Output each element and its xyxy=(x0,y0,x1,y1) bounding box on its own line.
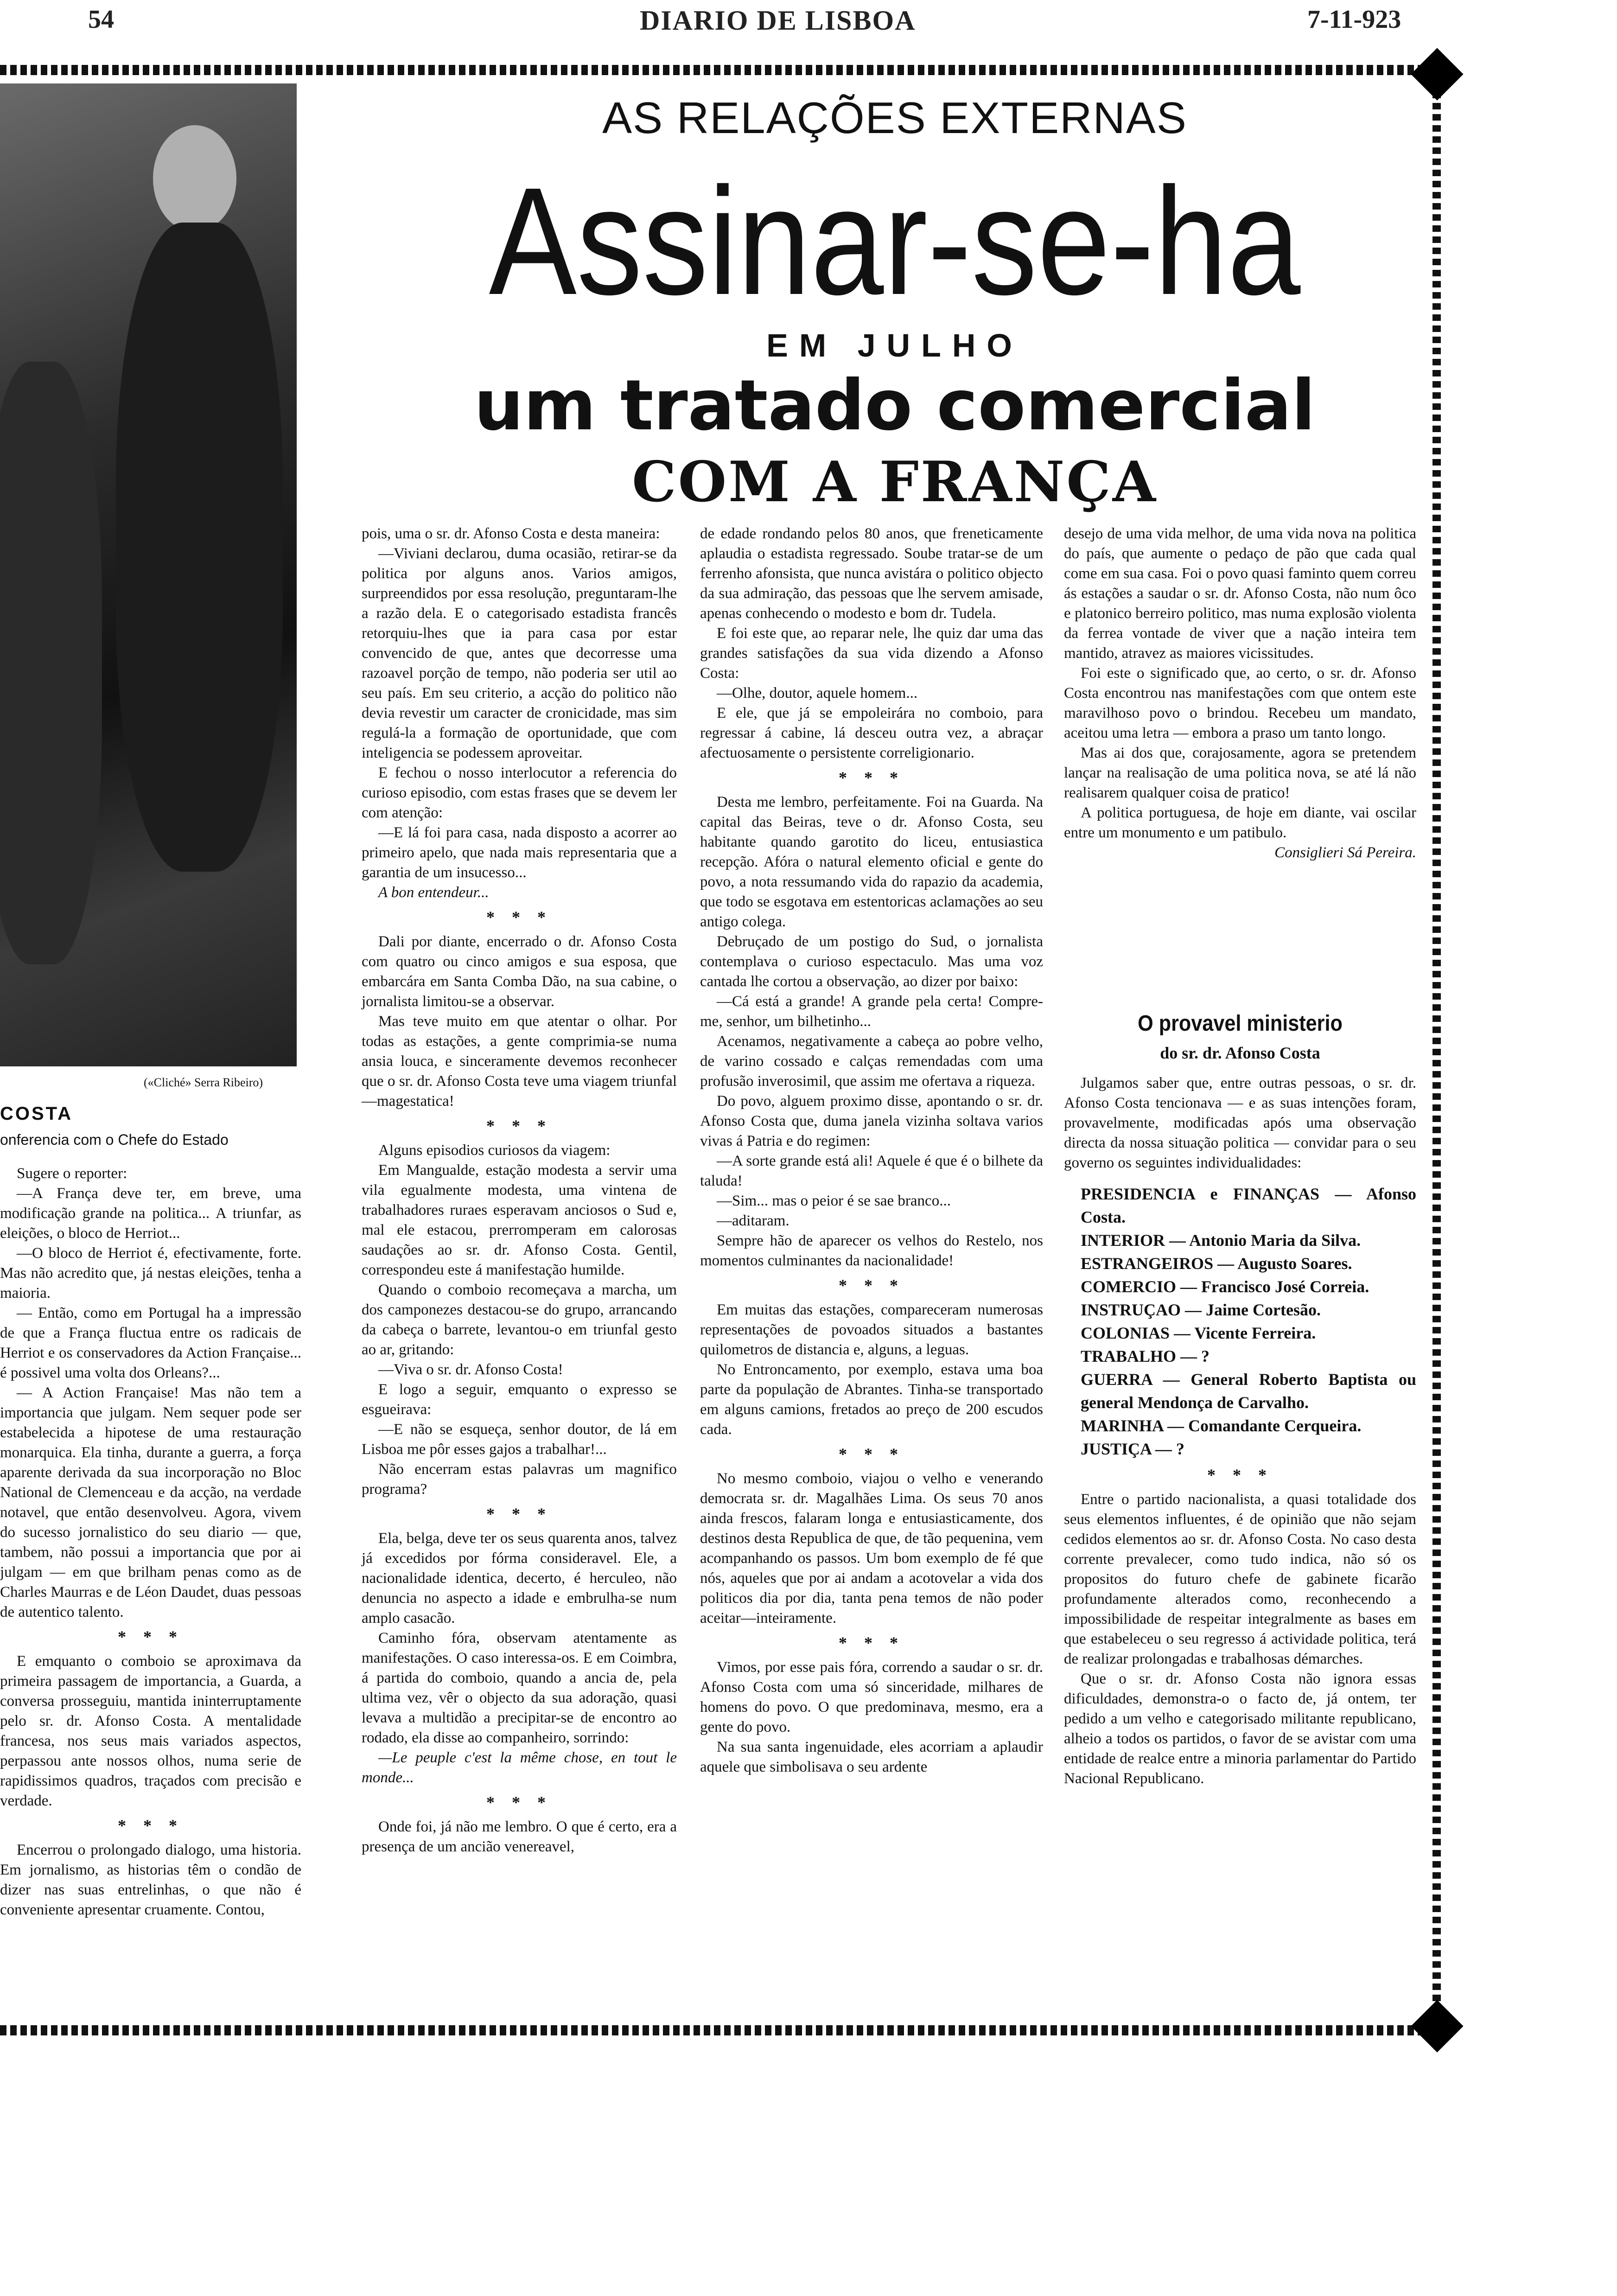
paragraph: E foi este que, ao reparar nele, lhe quiz dar uma das grandes satisfações da sua vida dizendo a Afonso Costa: xyxy=(700,625,1043,682)
paragraph: — A Action Française! Mas não tem a importancia que julgam. Nem sequer pode ser estabelecida a hipotese de uma restauração monarquica. Ela tinha, durante a guerra, a força aparente derivada da sua incorporação no Bloc National de Clemenceau e da acção, na verdade notavel, que então desenvolveu. Agora, vivem do sucesso jornalistico do seu diario — que, tambem, não possui a importancia que por ai julgam — em que brilham penas como as de Charles Maurras e de Léon Daudet, duas pessoas de autentico talento. xyxy=(0,1384,301,1620)
paragraph: Julgamos saber que, entre outras pessoas, o sr. dr. Afonso Costa tencionava — e as suas intenções foram, provavelmente, modificadas após uma observação directa da nossa situação politica — convidar para o seu governo os seguintes individualidades: xyxy=(1064,1075,1416,1171)
section-divider: * * * xyxy=(118,1816,184,1835)
article-column-4 xyxy=(1064,524,1416,863)
paragraph: Onde foi, já não me lembro. O que é certo, era a presença de um ancião venereavel, xyxy=(362,1818,677,1855)
paragraph: —E não se esqueça, senhor doutor, de lá em Lisboa me pôr esses gajos a trabalhar!... xyxy=(362,1421,677,1458)
paragraph: Em muitas das estações, compareceram numerosas representações de povoados situados a bastantes quilometros de distancia e, alguns, a leguas. xyxy=(700,1301,1043,1358)
paragraph: Caminho fóra, observam atentamente as manifestações. O caso interessa-os. E em Coimbra, á partida do comboio, quando a ancia de, pela ultima vez, vêr o objecto da sua adoração, quasi levava a multidão a precipitar-se de encontro ao rodado, ela disse ao companheiro, sorrindo: xyxy=(362,1630,677,1746)
paragraph: Encerrou o prolongado dialogo, uma historia. Em jornalismo, as historias têm o condão de dizer nas suas entrelinhas, o que não é conveniente apresentar cruamente. Contou, xyxy=(0,1842,301,1918)
paragraph: No Entroncamento, por exemplo, estava uma boa parte da população de Abrantes. Tinha-se transportado em alguns camions, fretados ao preço de 200 escudos cada. xyxy=(700,1361,1043,1438)
minister-entry: TRABALHO — ? xyxy=(1081,1347,1210,1365)
paragraph: E fechou o nosso interlocutor a referencia do curioso episodio, com estas frases que se devem ler com atenção: xyxy=(362,765,677,821)
paragraph: — Então, como em Portugal ha a impressão de que a França fluctua entre os radicais de Herriot e os conservadores da Action Française... é possivel uma volta dos Orleans?... xyxy=(0,1305,301,1381)
author-signature: Consiglieri Sá Pereira. xyxy=(1274,844,1416,861)
minister-entry: GUERRA — General Roberto Baptista ou general Mendonça de Carvalho. xyxy=(1081,1370,1416,1412)
paragraph: Acenamos, negativamente a cabeça ao pobre velho, de varino cossado e calças remendadas com uma profusão inverosimil, que assim me ofertava a riqueza. xyxy=(700,1033,1043,1090)
paragraph: Vimos, por esse pais fóra, correndo a saudar o sr. dr. Afonso Costa com uma só sinceridade, milhares de homens do povo. O que predominava, mesmo, era a gente do povo. xyxy=(700,1659,1043,1735)
minister-list xyxy=(1064,1182,1416,1461)
headline-sub2: um tratado comercial xyxy=(474,365,1316,446)
paragraph: —A sorte grande está ali! Aquele é que é o bilhete da taluda! xyxy=(700,1153,1043,1189)
headline-sub3: COM A FRANÇA xyxy=(632,449,1158,515)
figure-left xyxy=(0,362,102,964)
section-divider: * * * xyxy=(839,1633,904,1652)
paragraph: —Sim... mas o peior é se sae branco... xyxy=(717,1193,951,1209)
section-divider: * * * xyxy=(486,1505,552,1523)
bottom-border xyxy=(0,2025,1446,2035)
minister-entry: COLONIAS — Vicente Ferreira. xyxy=(1081,1324,1316,1342)
paragraph: Quando o comboio recomeçava a marcha, um dos camponezes destacou-se do grupo, arrancando da cabeça o barrete, levantou-o em triunfal gesto ao ar, gritando: xyxy=(362,1282,677,1358)
minister-entry: PRESIDENCIA e FINANÇAS — Afonso Costa. xyxy=(1081,1185,1416,1226)
section-divider: * * * xyxy=(118,1627,184,1646)
paragraph: Entre o partido nacionalista, a quasi totalidade dos seus elementos influentes, é de opinião que não sejam cedidos elementos ao sr. dr. Afonso Costa. No caso desta corrente prevalecer, como tudo indica, não só os propositos do futuro chefe de gabinete ficarão profundamente alterados como, reconhecendo a impossibilidade de respeitar integralmente as bases em que estabeleceu o seu regresso á actividade politica, terá de realizar prolongadas e trabalhosas démarches. xyxy=(1064,1491,1416,1667)
paragraph: Foi este o significado que, ao certo, o sr. dr. Afonso Costa encontrou nas manifestações com que ontem este maravilhoso povo o brindou. Recebeu um mandato, aceitou uma letra — embora a praso um tanto longo. xyxy=(1064,665,1416,741)
minister-entry: MARINHA — Comandante Cerqueira. xyxy=(1081,1416,1362,1435)
paragraph: —Olhe, doutor, aquele homem... xyxy=(717,685,918,702)
paragraph: —Viva o sr. dr. Afonso Costa! xyxy=(378,1361,563,1378)
figure-body xyxy=(116,223,283,872)
paragraph: A politica portuguesa, de hoje em diante, vai oscilar entre um monumento e um patibulo. xyxy=(1064,804,1416,841)
minister-entry: COMERCIO — Francisco José Correia. xyxy=(1081,1277,1369,1296)
photo-caption-line: onferencia com o Chefe do Estado xyxy=(0,1131,229,1148)
paragraph: pois, uma o sr. dr. Afonso Costa e desta maneira: xyxy=(362,525,660,542)
paragraph: Sempre hão de aparecer os velhos do Restelo, nos momentos culminantes da nacionalidade! xyxy=(700,1232,1043,1269)
paragraph: Sugere o reporter: xyxy=(17,1165,127,1182)
paragraph: —A França deve ter, em breve, uma modificação grande na politica... A triunfar, as eleições, o bloco de Herriot... xyxy=(0,1185,301,1242)
paragraph: Mas teve muito em que atentar o olhar. Por todas as estações, a gente comprimia-se numa ansia louca, e sinceramente devemos reconhecer que o sr. dr. Afonso Costa teve uma viagem triunfal—magestatica! xyxy=(362,1013,677,1110)
paragraph: —O bloco de Herriot é, efectivamente, forte. Mas não acredito que, já nestas eleições, tenha a maioria. xyxy=(0,1245,301,1301)
diamond-ornament-bottom xyxy=(1411,2000,1463,2052)
paragraph: Que o sr. dr. Afonso Costa não ignora essas dificuldades, demonstra-o o facto de, já ontem, ter pedido a um velho e categorisado militante republicano, alheio a todos os partidos, o favor de se avistar com uma entidade de realce entre a minoria parlamentar do Partido Nacional Republicano. xyxy=(1064,1671,1416,1787)
paragraph: E emquanto o comboio se aproximava da primeira passagem de importancia, a Guarda, a conversa prosseguiu, mantida ininterruptamente pelo sr. dr. Afonso Costa. A mentalidade francesa, nos seus mais variados aspectos, perpassou ante nossos olhos, numa serie de rapidissimos quadros, traçados com precisão e verdade. xyxy=(0,1653,301,1809)
figure-head xyxy=(153,125,236,232)
paragraph: E logo a seguir, emquanto o expresso se esgueirava: xyxy=(362,1381,677,1418)
section-divider: * * * xyxy=(839,768,904,787)
section-divider: * * * xyxy=(1207,1466,1273,1484)
top-border xyxy=(0,65,1446,75)
photo-caption-name: COSTA xyxy=(0,1103,73,1124)
paragraph: Mas ai dos que, corajosamente, agora se pretendem lançar na realisação de uma politica nova, se até lá não realisarem qualquer coisa de pratico! xyxy=(1064,745,1416,801)
issue-date: 7-11-923 xyxy=(1307,5,1401,34)
newspaper-name: DIARIO DE LISBOA xyxy=(640,5,916,36)
ministerio-body xyxy=(1064,1073,1416,1789)
paragraph: —E lá foi para casa, nada disposto a acorrer ao primeiro apelo, que nada mais representaria que a garantia de um insucesso... xyxy=(362,824,677,881)
paragraph: No mesmo comboio, viajou o velho e venerando democrata sr. dr. Magalhães Lima. Os seus 70 anos ainda frescos, falaram longa e entusiasticamente, dos destinos desta Republica de que, de tão pequenina, vem acompanhando os passos. Um bom exemplo de fé que nós, aqueles que por ai andam a acotovelar a vida dos politicos dia por dia, tanta pena temos de não poder aceitar—inteiramente. xyxy=(700,1470,1043,1626)
minister-entry: INSTRUÇAO — Jaime Cortesão. xyxy=(1081,1301,1321,1319)
paragraph: —Viviani declarou, duma ocasião, retirar-se da politica por alguns anos. Varios amigos, surpreendidos por essa resolução, preguntaram-lhe a razão dela. E o categorisado estadista francês retorquiu-lhes que ia para casa por estar convencido de que, antes que decorresse uma razoavel porção de tempo, não poderia ser util ao seu país. Em seu criterio, a acção do politico não devia revestir um caracter de cronicidade, mas sim regulá-la a formação de oportunidade, que com inteligencia se podessem aproveitar. xyxy=(362,545,677,761)
section-divider: * * * xyxy=(839,1445,904,1463)
ministerio-title: O provavel ministerio xyxy=(1138,1011,1343,1036)
section-divider: * * * xyxy=(486,1116,552,1135)
left-column xyxy=(0,1164,301,1920)
paragraph: Na sua santa ingenuidade, eles acorriam a aplaudir aquele que simbolisava o seu ardente xyxy=(700,1739,1043,1775)
paragraph: Ela, belga, deve ter os seus quarenta anos, talvez já excedidos por fórma consideravel. Ele, a nacionalidade identica, decerto, é herculeo, não denuncia no aspecto a idade e embrulha-se num amplo casacão. xyxy=(362,1530,677,1626)
paragraph: Dali por diante, encerrado o dr. Afonso Costa com quatro ou cinco amigos e sua esposa, que embarcára em Santa Comba Dão, na sua cabine, o jornalista limitou-se a observar. xyxy=(362,933,677,1010)
paragraph: —Cá está a grande! A grande pela certa! Compre-me, senhor, um bilhetinho... xyxy=(700,993,1043,1030)
article-column-3 xyxy=(700,524,1043,1777)
section-divider: * * * xyxy=(486,908,552,926)
news-photo xyxy=(0,83,297,1066)
minister-entry: JUSTIÇA — ? xyxy=(1081,1440,1185,1458)
paragraph: Em Mangualde, estação modesta a servir uma vila egualmente modesta, uma vintena de trabalhadores ruraes esperavam anciosos o Sud e, mal ele estacou, prerromperam em calorosas saudações ao sr. dr. Afonso Costa. Gentil, correspondeu este á manifestação humilde. xyxy=(362,1162,677,1278)
article-column-2 xyxy=(362,524,677,1857)
paragraph: de edade rondando pelos 80 anos, que freneticamente aplaudia o estadista regressado. Soube tratar-se de um ferrenho afonsista, que nunca avistára o politico objecto da sua admiração, das pessoas que lhe servem amisade, apenas conhecendo o modesto e bom dr. Tudela. xyxy=(700,525,1043,622)
paragraph: Do povo, alguem proximo disse, apontando o sr. dr. Afonso Costa que, duma janela vizinha soltava varios vivas á Patria e do regimen: xyxy=(700,1093,1043,1149)
paragraph: desejo de uma vida melhor, de uma vida nova na politica do país, que aumente o pedaço de pão que cada qual come em sua casa. Foi o povo quasi faminto quem correu ás estações a saudar o sr. dr. Afonso Costa, não num ôco e platonico berreiro politico, mas numa explosão violenta da ferrea vontade de viver que a nação inteira tem mantido, atravez as maiores vicissitudes. xyxy=(1064,525,1416,662)
headline-main: Assinar-se-ha xyxy=(489,155,1301,326)
paragraph: Desta me lembro, perfeitamente. Foi na Guarda. Na capital das Beiras, teve o dr. Afonso Costa, seu habitante quando garotito do liceu, entusiastica recepção. Afóra o natural elemento oficial e gente do povo, a nota ressumando vida do rapazio da academia, que todo se esgotava em estentoricas aclamações ao seu antigo colega. xyxy=(700,794,1043,930)
paragraph: Alguns episodios curiosos da viagem: xyxy=(378,1142,611,1159)
page-number: 54 xyxy=(88,5,114,34)
paragraph: —Le peuple c'est la même chose, en tout le monde... xyxy=(362,1749,677,1786)
right-border xyxy=(1432,70,1441,2028)
article-kicker: AS RELAÇÕES EXTERNAS xyxy=(602,93,1187,143)
ministerio-subtitle: do sr. dr. Afonso Costa xyxy=(1160,1044,1320,1062)
headline-sub1: EM JULHO xyxy=(766,327,1023,364)
paragraph: Debruçado de um postigo do Sud, o jornalista contemplava o curioso espectaculo. Mas uma voz cantada lhe cortou a observação, ao dizer por baixo: xyxy=(700,933,1043,990)
minister-entry: INTERIOR — Antonio Maria da Silva. xyxy=(1081,1231,1361,1250)
section-divider: * * * xyxy=(839,1276,904,1295)
paragraph: Não encerram estas palavras um magnifico programa? xyxy=(362,1461,677,1498)
paragraph: —aditaram. xyxy=(717,1212,789,1229)
minister-entry: ESTRANGEIROS — Augusto Soares. xyxy=(1081,1254,1352,1273)
paragraph: E ele, que já se empoleirára no comboio, para regressar á cabine, lá desceu outra vez, a abraçar afectuosamente o persistente correligionario. xyxy=(700,705,1043,761)
paragraph: A bon entendeur... xyxy=(378,884,489,901)
photo-credit: («Cliché» Serra Ribeiro) xyxy=(144,1076,263,1089)
section-divider: * * * xyxy=(486,1793,552,1811)
